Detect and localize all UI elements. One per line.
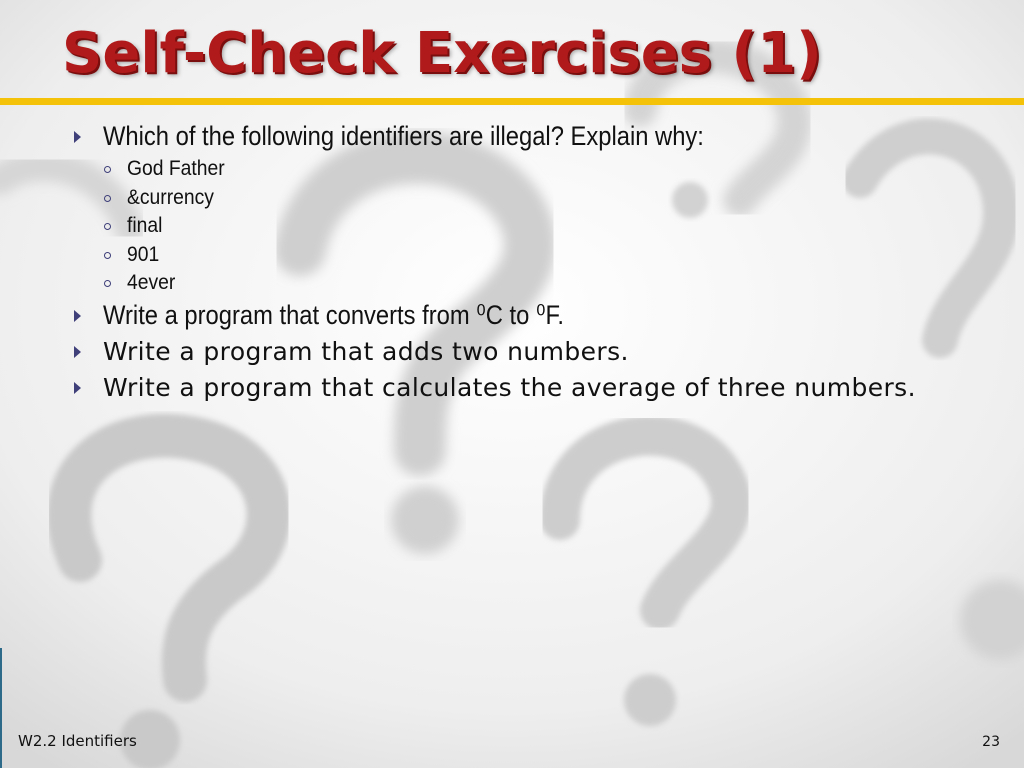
page-number: 23	[982, 734, 1000, 750]
triangle-bullet-icon	[74, 131, 81, 143]
bullet-text: Which of the following identifiers are illegal? Explain why:	[103, 121, 704, 151]
left-edge-accent	[0, 648, 2, 768]
circle-bullet-icon	[104, 195, 111, 202]
triangle-bullet-icon	[74, 382, 81, 394]
sub-item-text: God Father	[127, 157, 225, 180]
sub-item-text: final	[127, 214, 163, 237]
sub-item-text: 4ever	[127, 271, 176, 294]
sub-list-item	[104, 243, 162, 267]
triangle-bullet-icon	[74, 346, 81, 358]
bullet-text: Write a program that calculates the average of three numbers.	[103, 373, 916, 402]
sub-list-item	[104, 214, 166, 238]
slide-title: Self-Check Exercises (1)	[62, 21, 822, 86]
list-item	[74, 121, 786, 152]
list-item	[74, 373, 916, 402]
list-item	[74, 300, 627, 331]
sub-list-item	[104, 157, 233, 181]
triangle-bullet-icon	[74, 310, 81, 322]
circle-bullet-icon	[104, 280, 111, 287]
circle-bullet-icon	[104, 166, 111, 173]
circle-bullet-icon	[104, 223, 111, 230]
bullet-text: Write a program that converts from ⁰C to ⁰F.	[103, 300, 564, 330]
sub-item-text: &currency	[127, 186, 214, 209]
list-item	[74, 337, 629, 366]
circle-bullet-icon	[104, 252, 111, 259]
sub-list-item	[104, 186, 222, 210]
footer-section-label: W2.2 Identifiers	[18, 732, 137, 750]
sub-item-text: 901	[127, 243, 160, 266]
sub-list-item	[104, 271, 180, 295]
bullet-text: Write a program that adds two numbers.	[103, 337, 629, 366]
